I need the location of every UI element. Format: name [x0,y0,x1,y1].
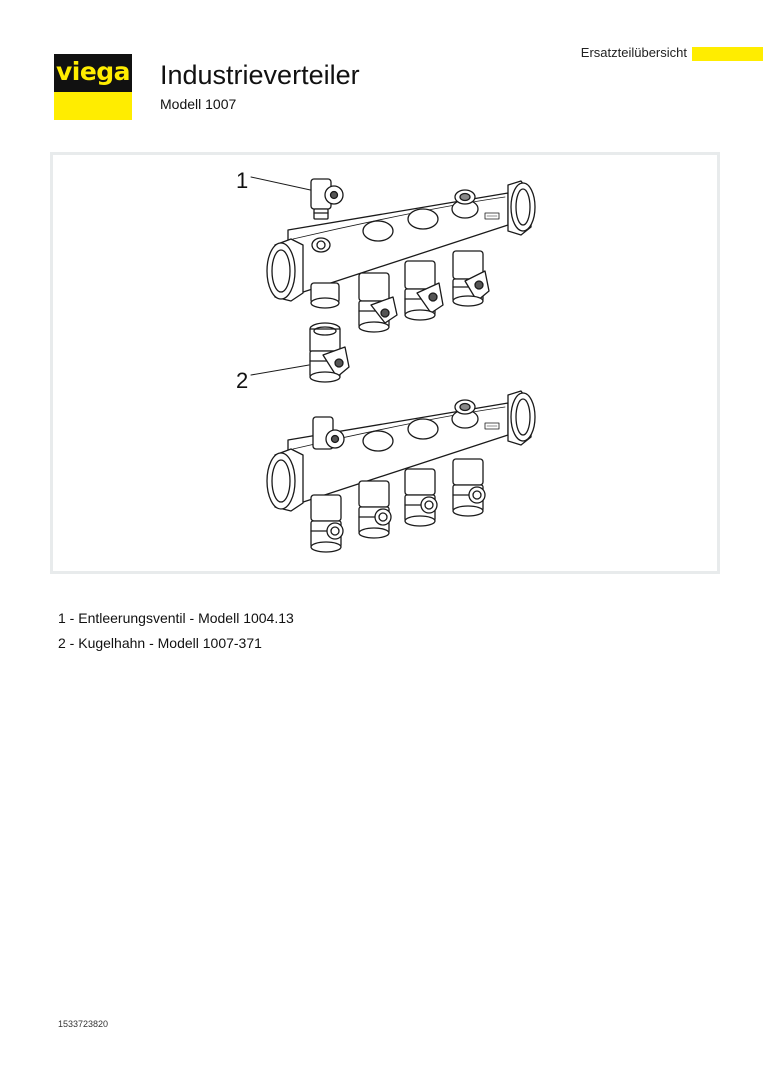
upper-ball-valve-b [405,261,443,320]
callout-2-label: 2 [236,368,249,393]
callout-1-label: 1 [236,168,249,193]
exploded-view-figure [50,152,720,574]
manifold-drawing [53,155,717,571]
doc-type-label: Ersatzteilübersicht [580,45,687,60]
parts-list [58,606,294,656]
lower-valve-b [359,481,391,538]
lower-valve-c [405,469,437,526]
upper-ball-valve-c [453,251,489,306]
doc-type-accent-bar [692,47,763,61]
callout-1-leader [251,177,315,191]
part-item-2: 2 - Kugelhahn - Modell 1007-371 [58,635,262,651]
logo-yellow-block [54,92,132,120]
viega-logo [54,54,132,120]
part-item-1: 1 - Entleerungsventil - Modell 1004.13 [58,610,294,626]
lower-valve-a [311,495,343,552]
logo-text: viega [55,57,131,86]
upper-manifold [267,181,535,308]
drain-valve-part-1 [311,179,343,219]
page-subtitle: Modell 1007 [160,96,237,112]
lower-valve-d [453,459,485,516]
page-title: Industrieverteiler [160,60,360,90]
mounted-drain-valve [313,417,344,449]
callout-2-leader [251,365,309,375]
document-id: 1533723820 [58,1019,109,1029]
lower-manifold [267,391,535,511]
upper-ball-valve-a [359,273,397,332]
ball-valve-part-2 [310,323,349,382]
